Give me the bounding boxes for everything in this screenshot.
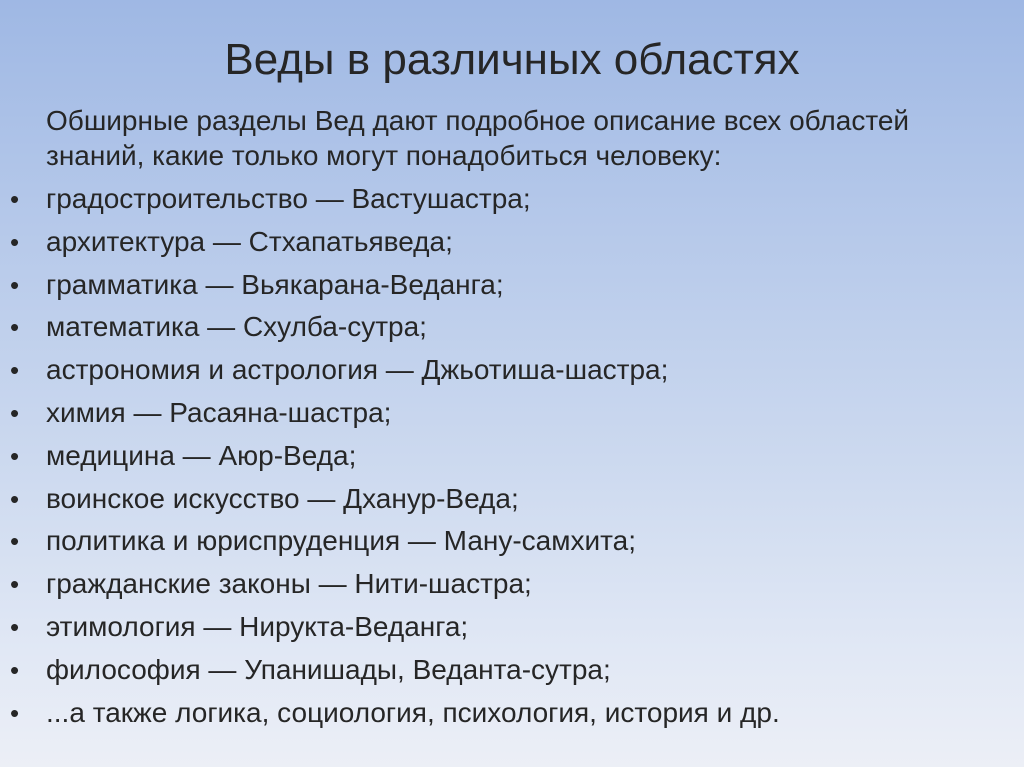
list-item xyxy=(0,692,780,735)
list-item-text: грамматика — Вьякарана-Веданга; xyxy=(46,268,504,300)
list-item-text: воинское искусство — Дханур-Веда; xyxy=(46,482,519,514)
bullet-icon: • xyxy=(10,312,20,343)
list-item xyxy=(0,563,780,606)
list-item-text: философия — Упанишады, Веданта-сутра; xyxy=(46,653,611,685)
list-item xyxy=(0,264,780,307)
list-item-text: этимология — Нирукта-Веданга; xyxy=(46,610,469,642)
list-item xyxy=(0,520,780,563)
bullet-icon: • xyxy=(10,654,20,685)
list-item-text: математика — Схулба-сутра; xyxy=(46,311,427,343)
topic-list xyxy=(0,178,780,734)
list-item-text: медицина — Аюр-Веда; xyxy=(46,439,357,471)
list-item xyxy=(0,435,780,478)
list-item-text: астрономия и астрология — Джьотиша-шастра; xyxy=(46,354,669,386)
list-item xyxy=(0,392,780,435)
list-item-text: политика и юриспруденция — Ману-самхита; xyxy=(46,525,636,557)
list-item-text: ...а также логика, социология, психология, история и др. xyxy=(46,696,780,728)
bullet-icon: • xyxy=(10,397,20,428)
slide-title: Веды в различных областях xyxy=(224,35,800,84)
bullet-icon: • xyxy=(10,184,20,214)
bullet-icon: • xyxy=(10,697,20,728)
list-item-text: градостроительство — Вастушастра; xyxy=(46,183,531,214)
list-item xyxy=(0,478,780,521)
bullet-icon: • xyxy=(10,611,20,642)
bullet-icon: • xyxy=(10,569,20,600)
intro-text: Обширные разделы Вед дают подробное описание всех областей знаний, какие только могут понадобиться человеку: xyxy=(46,105,910,171)
list-item xyxy=(0,221,780,264)
bullet-icon: • xyxy=(10,269,20,300)
list-item xyxy=(0,306,780,349)
list-item-text: архитектура — Стхапатьяведа; xyxy=(46,225,453,257)
list-item xyxy=(0,649,780,692)
list-item xyxy=(0,178,780,221)
list-item-text: гражданские законы — Нити-шастра; xyxy=(46,568,532,600)
bullet-icon: • xyxy=(10,355,20,386)
list-item xyxy=(0,606,780,649)
list-item xyxy=(0,349,780,392)
bullet-icon: • xyxy=(10,440,20,471)
bullet-icon: • xyxy=(10,483,20,514)
list-item-text: химия — Расаяна-шастра; xyxy=(46,396,392,428)
bullet-icon: • xyxy=(10,226,20,257)
bullet-icon: • xyxy=(10,526,20,557)
